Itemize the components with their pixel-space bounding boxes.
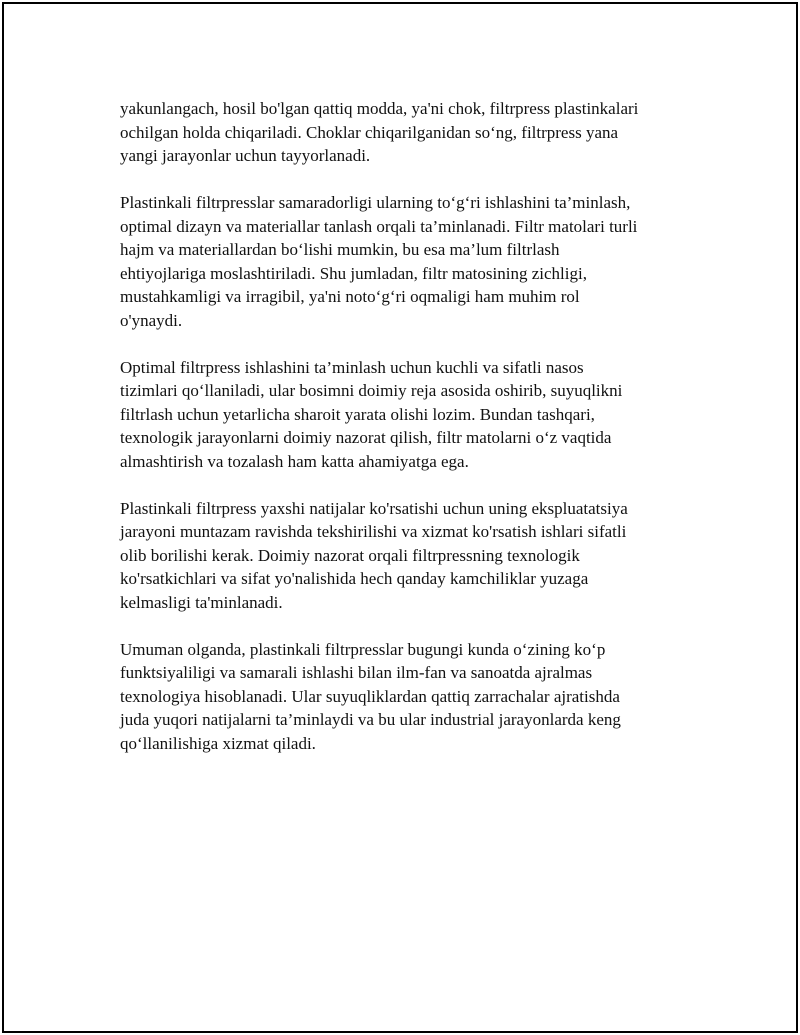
text-line: Plastinkali filtrpresslar samaradorligi ularning to‘g‘ri ishlashini ta’minlash, <box>120 193 631 212</box>
text-line: hajm va materiallardan bo‘lishi mumkin, bu esa ma’lum filtrlash <box>120 240 560 259</box>
text-line: kelmasligi ta'minlanadi. <box>120 592 283 612</box>
text-line: juda yuqori natijalarni ta’minlaydi va bu ular industrial jarayonlarda keng <box>120 710 621 729</box>
text-line: texnologik jarayonlarni doimiy nazorat qilish, filtr matolarni o‘z vaqtida <box>120 428 612 447</box>
paragraph-2 <box>120 191 710 332</box>
text-line: olib borilishi kerak. Doimiy nazorat orqali filtrpressning texnologik <box>120 545 580 565</box>
text-line: ko'rsatkichlari va sifat yo'nalishida hech qanday kamchiliklar yuzaga <box>120 569 589 588</box>
text-line: tizimlari qo‘llaniladi, ular bosimni doimiy reja asosida oshirib, suyuqlikni <box>120 381 623 400</box>
document-body <box>120 97 710 779</box>
paragraph-4 <box>120 497 710 615</box>
document-page <box>2 2 798 1033</box>
paragraph-3 <box>120 356 710 474</box>
text-line: jarayoni muntazam ravishda tekshirilishi va xizmat ko'rsatish ishlari sifatli <box>120 522 627 541</box>
text-line: yangi jarayonlar uchun tayyorlanadi. <box>120 146 371 165</box>
text-line: Umuman olganda, plastinkali filtrpresslar bugungi kunda o‘zining ko‘p <box>120 639 606 659</box>
paragraph-5 <box>120 638 710 756</box>
text-line: yakunlangach, hosil bo'lgan qattiq modda, ya'ni chok, filtrpress plastinkalari <box>120 99 639 118</box>
text-line: ochilgan holda chiqariladi. Choklar chiqarilganidan so‘ng, filtrpress yana <box>120 122 619 142</box>
text-line: texnologiya hisoblanadi. Ular suyuqliklardan qattiq zarrachalar ajratishda <box>120 686 620 706</box>
text-line: Plastinkali filtrpress yaxshi natijalar ko'rsatishi uchun uning ekspluatatsiya <box>120 498 628 518</box>
paragraph-1 <box>120 97 710 168</box>
text-line: mustahkamligi va irragibil, ya'ni noto‘g‘ri oqmaligi ham muhim rol <box>120 287 580 306</box>
text-line: optimal dizayn va materiallar tanlash orqali ta’minlanadi. Filtr matolari turli <box>120 216 638 236</box>
text-line: almashtirish va tozalash ham katta ahamiyatga ega. <box>120 451 469 471</box>
text-line: filtrlash uchun yetarlicha sharoit yarata olishi lozim. Bundan tashqari, <box>120 404 595 424</box>
text-line: ehtiyojlariga moslashtiriladi. Shu jumladan, filtr matosining zichligi, <box>120 263 587 283</box>
text-line: Optimal filtrpress ishlashini ta’minlash uchun kuchli va sifatli nasos <box>120 357 584 377</box>
text-line: o'ynaydi. <box>120 310 183 330</box>
text-line: funktsiyaliligi va samarali ishlashi bilan ilm-fan va sanoatda ajralmas <box>120 663 593 682</box>
text-line: qo‘llanilishiga xizmat qiladi. <box>120 733 316 753</box>
